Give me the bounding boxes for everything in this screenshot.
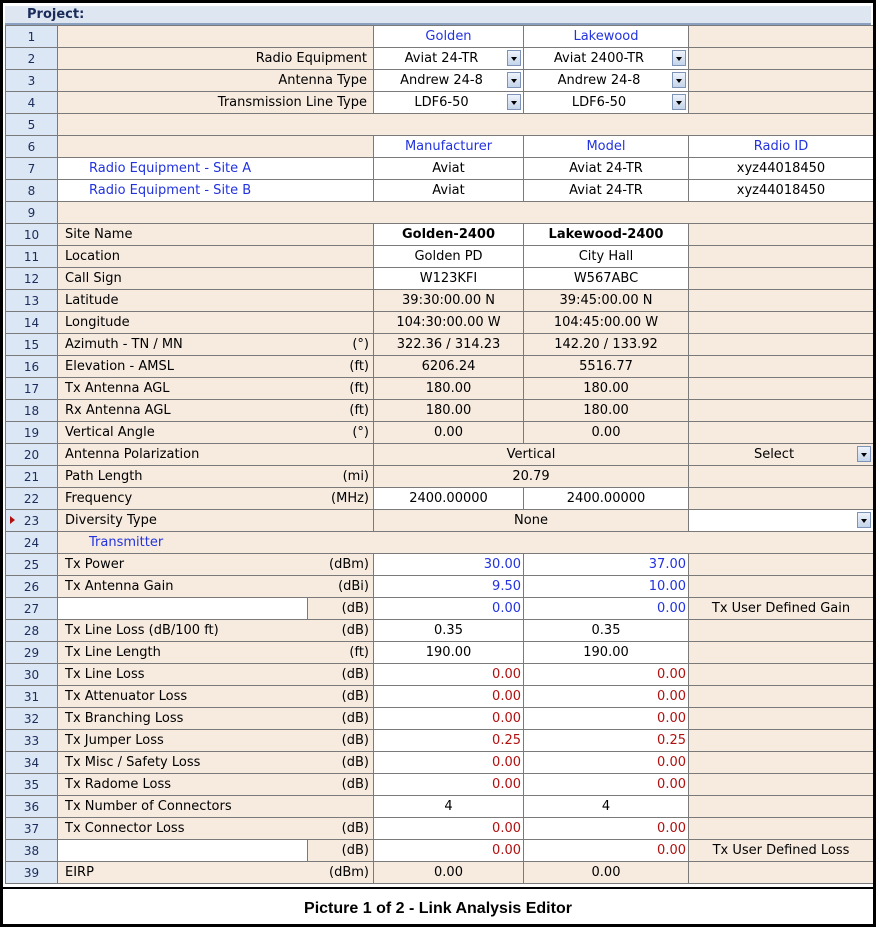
radio-a-select[interactable]: Aviat 24-TR xyxy=(374,48,524,70)
table-row: 28 Tx Line Loss (dB/100 ft) (dB) 0.35 0.35 xyxy=(6,620,874,642)
site-b-header: Lakewood xyxy=(573,28,639,44)
radio-id-header: Radio ID xyxy=(753,138,809,154)
link-analysis-editor xyxy=(3,3,873,924)
link-analysis-grid xyxy=(5,25,873,884)
project-bar xyxy=(5,6,871,25)
table-row: 13 Latitude 39:30:00.00 N 39:45:00.00 N xyxy=(6,290,874,312)
table-row: 20 Antenna Polarization Vertical Select xyxy=(6,444,874,466)
site-a-header: Golden xyxy=(425,28,472,44)
antenna-b-select[interactable]: Andrew 24-8 xyxy=(524,70,689,92)
radio-equipment-label: Radio Equipment xyxy=(255,51,367,66)
transmitter-section-label: Transmitter xyxy=(89,535,164,550)
antenna-type-label: Antenna Type xyxy=(278,73,367,88)
table-row: 15 Azimuth - TN / MN (°) 322.36 / 314.23 142.20 / 133.92 xyxy=(6,334,874,356)
table-row: 8 Radio Equipment - Site B Aviat Aviat 24-TR xyz44018450 xyxy=(6,180,874,202)
table-row: 38 (dB) 0.00 0.00 Tx User Defined Loss xyxy=(6,840,874,862)
table-row: 24 Transmitter xyxy=(6,532,874,554)
radio-site-b-label: Radio Equipment - Site B xyxy=(89,183,252,198)
table-row: 18 Rx Antenna AGL (ft) 180.00 180.00 xyxy=(6,400,874,422)
table-row: 33 Tx Jumper Loss (dB) 0.25 0.25 xyxy=(6,730,874,752)
antenna-a-select[interactable]: Andrew 24-8 xyxy=(374,70,524,92)
figure-caption xyxy=(3,887,873,924)
table-row: 17 Tx Antenna AGL (ft) 180.00 180.00 xyxy=(6,378,874,400)
table-row xyxy=(6,26,874,48)
table-row: 32 Tx Branching Loss (dB) 0.00 0.00 xyxy=(6,708,874,730)
chevron-down-icon[interactable] xyxy=(857,512,871,528)
row-number: 1 xyxy=(6,26,58,48)
chevron-down-icon[interactable] xyxy=(507,50,521,66)
project-label: Project: xyxy=(27,7,85,22)
table-row: 19 Vertical Angle (°) 0.00 0.00 xyxy=(6,422,874,444)
table-row: 30 Tx Line Loss (dB) 0.00 0.00 xyxy=(6,664,874,686)
table-row: 9 xyxy=(6,202,874,224)
table-row: 35 Tx Radome Loss (dB) 0.00 0.00 xyxy=(6,774,874,796)
caption-text: Picture 1 of 2 - Link Analysis Editor xyxy=(304,900,572,917)
table-row: 34 Tx Misc / Safety Loss (dB) 0.00 0.00 xyxy=(6,752,874,774)
radio-b-select[interactable]: Aviat 2400-TR xyxy=(524,48,689,70)
table-row: 10 Site Name Golden-2400 Lakewood-2400 xyxy=(6,224,874,246)
table-row: 29 Tx Line Length (ft) 190.00 190.00 xyxy=(6,642,874,664)
chevron-down-icon[interactable] xyxy=(672,50,686,66)
table-row: 27 (dB) 0.00 0.00 Tx User Defined Gain xyxy=(6,598,874,620)
table-row: 26 Tx Antenna Gain (dBi) 9.50 10.00 xyxy=(6,576,874,598)
table-row: 22 Frequency (MHz) 2400.00000 2400.00000 xyxy=(6,488,874,510)
table-row: 5 xyxy=(6,114,874,136)
table-row: 21 Path Length (mi) 20.79 xyxy=(6,466,874,488)
chevron-down-icon[interactable] xyxy=(507,72,521,88)
diversity-select[interactable] xyxy=(689,510,874,532)
current-row-marker-icon xyxy=(10,516,15,524)
radio-site-a-label: Radio Equipment - Site A xyxy=(89,161,252,176)
line-a-select[interactable]: LDF6-50 xyxy=(374,92,524,114)
table-row: 16 Elevation - AMSL (ft) 6206.24 5516.77 xyxy=(6,356,874,378)
manufacturer-header: Manufacturer xyxy=(404,138,493,154)
table-row: 39 EIRP (dBm) 0.00 0.00 xyxy=(6,862,874,884)
table-row: 2 Radio Equipment Aviat 24-TR Aviat 2400-TR xyxy=(6,48,874,70)
table-row: 23 Diversity Type None xyxy=(6,510,874,532)
table-row: 14 Longitude 104:30:00.00 W 104:45:00.00 W xyxy=(6,312,874,334)
chevron-down-icon[interactable] xyxy=(857,446,871,462)
model-header: Model xyxy=(586,138,626,154)
table-row: 6 Manufacturer Model Radio ID xyxy=(6,136,874,158)
table-row: 31 Tx Attenuator Loss (dB) 0.00 0.00 xyxy=(6,686,874,708)
transmission-line-label: Transmission Line Type xyxy=(217,95,367,110)
polarization-select[interactable]: Select xyxy=(689,444,874,466)
user-loss-name-input[interactable] xyxy=(58,840,308,862)
line-b-select[interactable]: LDF6-50 xyxy=(524,92,689,114)
table-row: 4 Transmission Line Type LDF6-50 LDF6-50 xyxy=(6,92,874,114)
chevron-down-icon[interactable] xyxy=(507,94,521,110)
user-gain-name-input[interactable] xyxy=(58,598,308,620)
chevron-down-icon[interactable] xyxy=(672,72,686,88)
table-row: 3 Antenna Type Andrew 24-8 Andrew 24-8 xyxy=(6,70,874,92)
table-row: 7 Radio Equipment - Site A Aviat Aviat 24-TR xyz44018450 xyxy=(6,158,874,180)
table-row: 25 Tx Power (dBm) 30.00 37.00 xyxy=(6,554,874,576)
table-row: 11 Location Golden PD City Hall xyxy=(6,246,874,268)
chevron-down-icon[interactable] xyxy=(672,94,686,110)
table-row: 12 Call Sign W123KFI W567ABC xyxy=(6,268,874,290)
table-row: 37 Tx Connector Loss (dB) 0.00 0.00 xyxy=(6,818,874,840)
table-row: 36 Tx Number of Connectors 4 4 xyxy=(6,796,874,818)
